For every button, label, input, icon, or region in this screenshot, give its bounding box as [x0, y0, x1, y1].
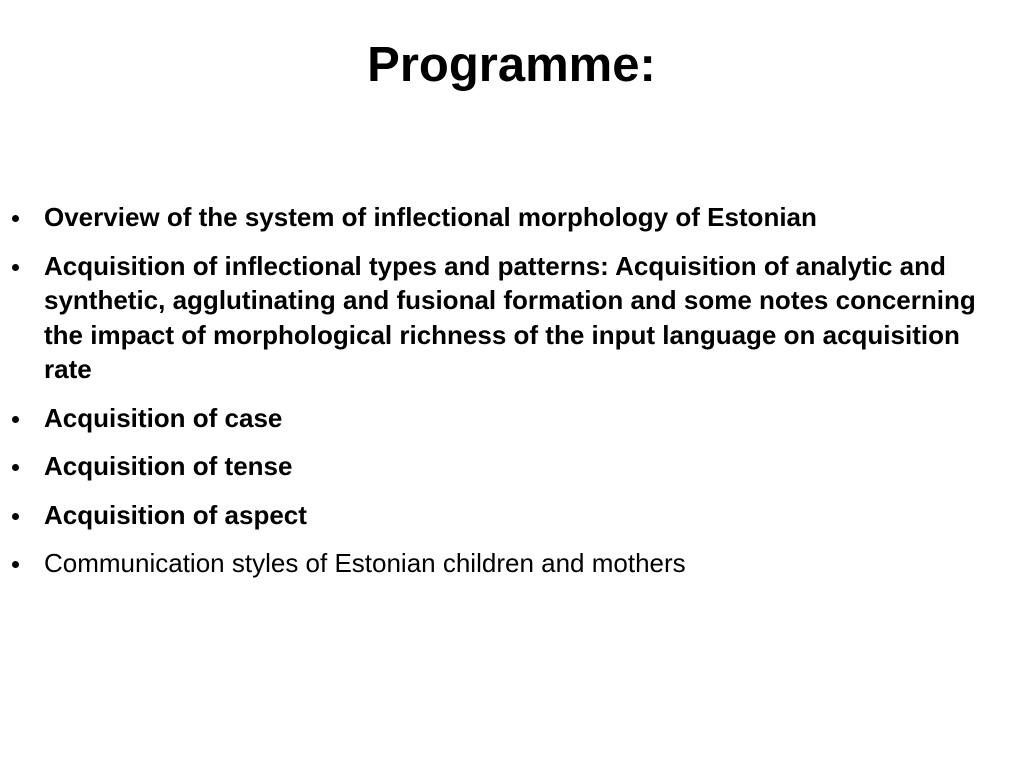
bullet-text: Acquisition of aspect	[44, 499, 307, 530]
bullet-text: Acquisition of tense	[44, 451, 293, 481]
list-item	[12, 401, 997, 436]
list-item	[12, 249, 997, 387]
bullet-icon	[12, 264, 19, 271]
bullet-icon	[12, 561, 19, 568]
bullet-text: Communication styles of Estonian children and mothers	[44, 548, 686, 578]
bullet-text: Acquisition of case	[44, 402, 283, 433]
bullet-list	[12, 200, 997, 595]
list-item	[12, 449, 997, 484]
bullet-text: Acquisition of inflectional types and patterns: Acquisition of analytic and synthetic, agglutinating and fusional formation and some notes concerning the impact of morphological richness of the input language on acquisition rate	[44, 250, 976, 384]
slide-title: Programme:	[367, 38, 656, 92]
bullet-icon	[12, 215, 19, 222]
bullet-icon	[12, 416, 19, 423]
list-item	[12, 546, 997, 581]
bullet-icon	[12, 513, 19, 520]
bullet-icon	[12, 464, 19, 471]
bullet-text: Overview of the system of inflectional morphology of Estonian	[44, 202, 817, 232]
list-item	[12, 498, 997, 533]
list-item	[12, 200, 997, 235]
